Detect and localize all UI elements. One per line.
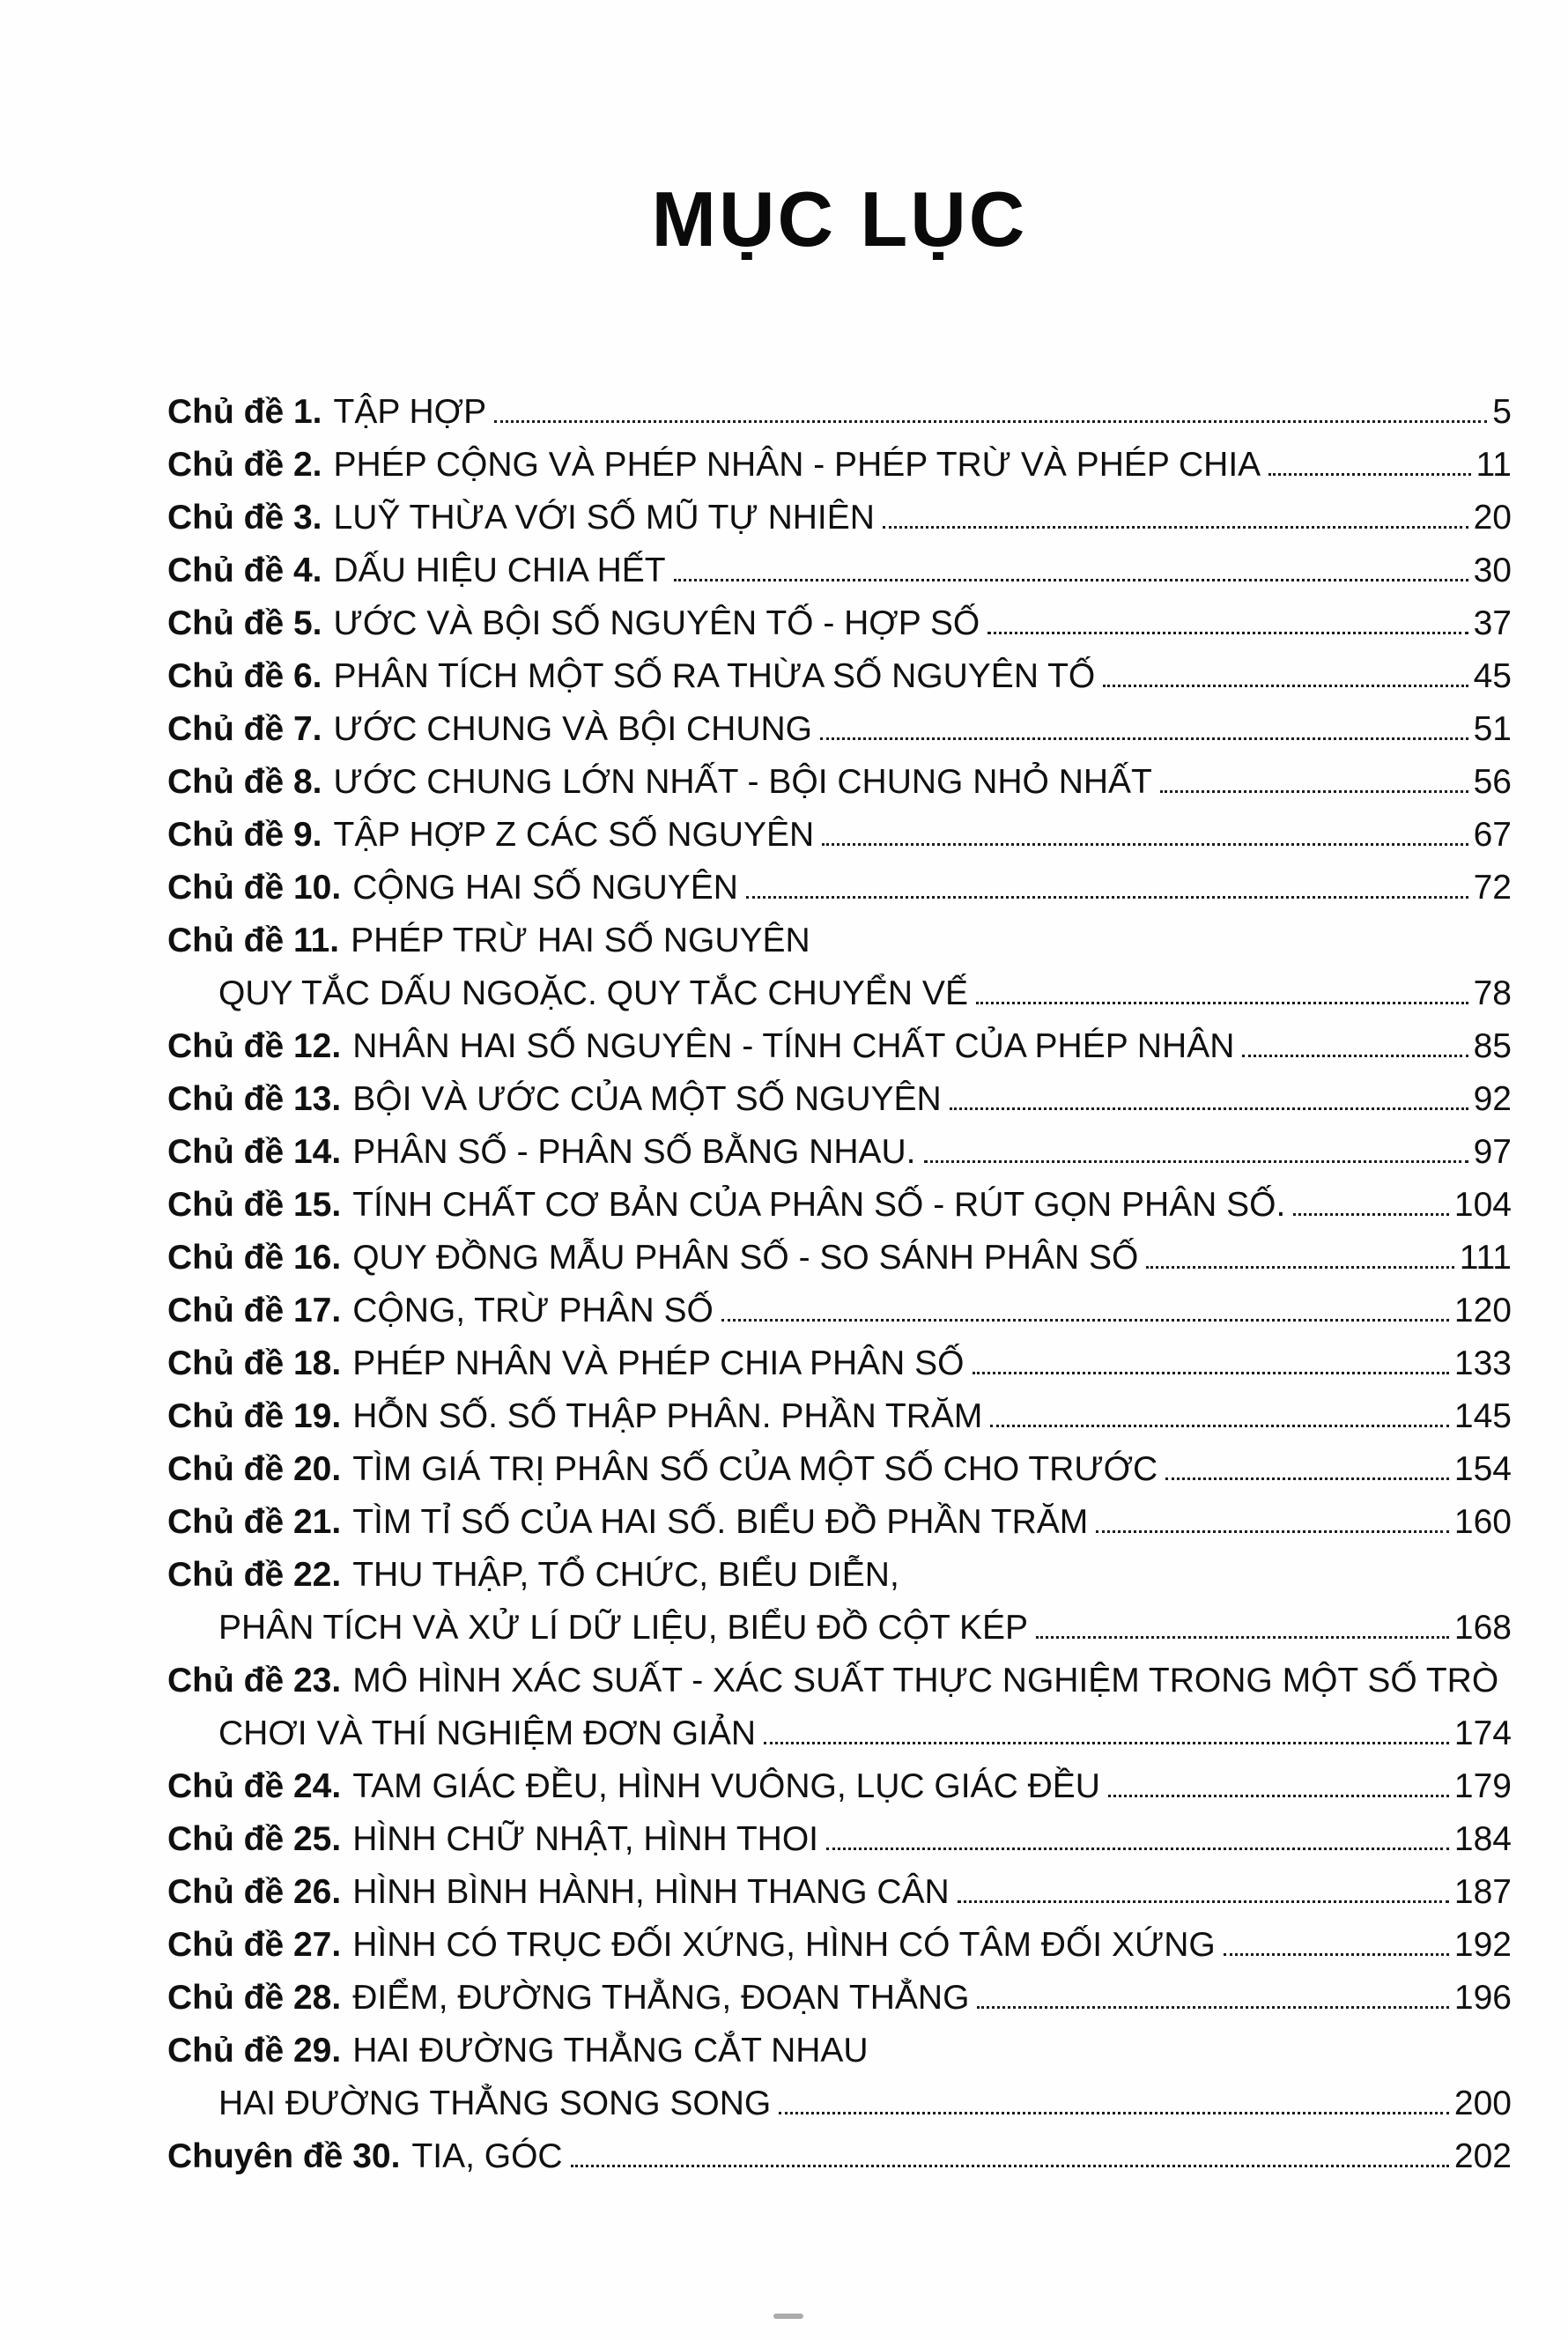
entry-label: Chủ đề 12. xyxy=(167,1027,342,1065)
entry-page: 145 xyxy=(1453,1397,1512,1435)
entry-title: TÌM GIÁ TRỊ PHÂN SỐ CỦA MỘT SỐ CHO TRƯỚC xyxy=(352,1450,1158,1488)
toc-entry xyxy=(167,544,1512,597)
entry-page: 45 xyxy=(1473,657,1512,695)
entry-title: HỖN SỐ. SỐ THẬP PHÂN. PHẦN TRĂM xyxy=(352,1397,983,1435)
dot-leader xyxy=(764,1742,1449,1744)
toc-entry xyxy=(167,1179,1512,1232)
dot-leader xyxy=(1108,1795,1449,1797)
entry-page: 111 xyxy=(1459,1239,1512,1277)
entry-label: Chủ đề 9. xyxy=(167,816,322,854)
entry-page: 5 xyxy=(1492,393,1512,431)
dot-leader xyxy=(883,526,1468,529)
entry-label: Chủ đề 27. xyxy=(167,1926,342,1964)
entry-label: Chuyên đề 30. xyxy=(167,2137,401,2175)
entry-page: 37 xyxy=(1473,604,1512,642)
entry-page: 133 xyxy=(1453,1344,1512,1382)
entry-title: CỘNG HAI SỐ NGUYÊN xyxy=(352,869,738,907)
entry-label: Chủ đề 2. xyxy=(167,446,322,484)
entry-page: 202 xyxy=(1453,2137,1512,2175)
toc-entry xyxy=(167,862,1512,915)
toc-entry xyxy=(167,1285,1512,1337)
entry-label: Chủ đề 14. xyxy=(167,1133,342,1171)
toc-entry-continuation xyxy=(167,2077,1512,2130)
entry-title: MÔ HÌNH XÁC SUẤT - XÁC SUẤT THỰC NGHIỆM TRONG MỘT SỐ TRÒ xyxy=(352,1662,1499,1699)
toc-entry xyxy=(167,492,1512,544)
dot-leader xyxy=(674,579,1468,581)
entry-title: PHÉP NHÂN VÀ PHÉP CHIA PHÂN SỐ xyxy=(352,1344,965,1382)
entry-title-line2: HAI ĐƯỜNG THẲNG SONG SONG xyxy=(218,2085,772,2122)
entry-page: 174 xyxy=(1453,1714,1512,1752)
dot-leader xyxy=(976,1002,1468,1004)
dot-leader xyxy=(987,632,1468,634)
entry-label: Chủ đề 6. xyxy=(167,657,322,695)
entry-label: Chủ đề 11. xyxy=(167,922,340,959)
entry-label: Chủ đề 16. xyxy=(167,1239,342,1277)
toc-entry xyxy=(167,809,1512,862)
entry-title: THU THẬP, TỔ CHỨC, BIỂU DIỄN, xyxy=(352,1556,899,1594)
entry-page: 92 xyxy=(1473,1080,1512,1118)
dot-leader xyxy=(1103,685,1468,687)
entry-page: 160 xyxy=(1453,1503,1512,1541)
entry-title: PHÂN SỐ - PHÂN SỐ BẰNG NHAU. xyxy=(352,1133,916,1171)
entry-page: 168 xyxy=(1453,1609,1512,1647)
scan-artifact xyxy=(773,2314,803,2319)
dot-leader xyxy=(1160,790,1468,793)
toc-entry xyxy=(167,1866,1512,1919)
dot-leader xyxy=(820,737,1468,740)
toc-entry xyxy=(167,703,1512,756)
toc-entry xyxy=(167,1020,1512,1073)
dot-leader xyxy=(1268,473,1470,476)
entry-label: Chủ đề 13. xyxy=(167,1080,342,1118)
entry-title: PHÉP CỘNG VÀ PHÉP NHÂN - PHÉP TRỪ VÀ PHÉP CHIA xyxy=(333,446,1261,484)
dot-leader xyxy=(494,420,1487,423)
entry-label: Chủ đề 4. xyxy=(167,552,322,589)
entry-title: QUY ĐỒNG MẪU PHÂN SỐ - SO SÁNH PHÂN SỐ xyxy=(352,1239,1139,1277)
entry-page: 104 xyxy=(1453,1186,1512,1224)
dot-leader xyxy=(826,1848,1449,1850)
entry-label: Chủ đề 1. xyxy=(167,393,322,431)
page-title: MỤC LỤC xyxy=(651,175,1028,263)
entry-page: 154 xyxy=(1453,1450,1512,1488)
entry-title: TIA, GÓC xyxy=(411,2137,563,2175)
dot-leader xyxy=(990,1425,1449,1427)
entry-title: ƯỚC VÀ BỘI SỐ NGUYÊN TỐ - HỢP SỐ xyxy=(333,604,980,642)
entry-page: 30 xyxy=(1473,552,1512,589)
entry-page: 72 xyxy=(1473,869,1512,907)
entry-page: 187 xyxy=(1453,1873,1512,1911)
entry-title: ĐIỂM, ĐƯỜNG THẲNG, ĐOẠN THẲNG xyxy=(352,1979,970,2017)
entry-label: Chủ đề 5. xyxy=(167,604,322,642)
toc-entry xyxy=(167,2025,1512,2077)
entry-label: Chủ đề 8. xyxy=(167,763,322,801)
toc-entry xyxy=(167,1443,1512,1496)
entry-page: 184 xyxy=(1453,1820,1512,1858)
entry-title: PHÉP TRỪ HAI SỐ NGUYÊN xyxy=(351,922,810,959)
toc-entry xyxy=(167,2130,1512,2183)
toc-entry-continuation xyxy=(167,967,1512,1020)
entry-label: Chủ đề 7. xyxy=(167,710,322,748)
toc-entry-continuation xyxy=(167,1602,1512,1655)
toc-entry xyxy=(167,1549,1512,1602)
entry-title: TÌM TỈ SỐ CỦA HAI SỐ. BIỂU ĐỒ PHẦN TRĂM xyxy=(352,1503,1089,1541)
entry-title: HAI ĐƯỜNG THẲNG CẮT NHAU xyxy=(352,2032,869,2070)
toc-entry xyxy=(167,1232,1512,1285)
entry-title-line2: QUY TẮC DẤU NGOẶC. QUY TẮC CHUYỂN VẾ xyxy=(218,974,968,1012)
entry-title: TAM GIÁC ĐỀU, HÌNH VUÔNG, LỤC GIÁC ĐỀU xyxy=(352,1767,1100,1805)
dot-leader xyxy=(977,2006,1449,2009)
entry-title: HÌNH BÌNH HÀNH, HÌNH THANG CÂN xyxy=(352,1873,950,1911)
toc-entry xyxy=(167,597,1512,650)
entry-page: 120 xyxy=(1453,1292,1512,1329)
toc-entry xyxy=(167,1655,1512,1707)
dot-leader xyxy=(1293,1213,1449,1216)
toc-entry xyxy=(167,1972,1512,2025)
dot-leader xyxy=(822,843,1468,846)
entry-page: 196 xyxy=(1453,1979,1512,2017)
entry-label: Chủ đề 19. xyxy=(167,1397,342,1435)
entry-title: HÌNH CHỮ NHẬT, HÌNH THOI xyxy=(352,1820,818,1858)
entry-label: Chủ đề 17. xyxy=(167,1292,342,1329)
entry-page: 51 xyxy=(1473,710,1512,748)
entry-label: Chủ đề 25. xyxy=(167,1820,342,1858)
entry-label: Chủ đề 21. xyxy=(167,1503,342,1541)
entry-page: 200 xyxy=(1453,2085,1512,2122)
dot-leader xyxy=(973,1372,1449,1374)
dot-leader xyxy=(571,2165,1449,2167)
dot-leader xyxy=(1036,1636,1449,1639)
entry-title: PHÂN TÍCH MỘT SỐ RA THỪA SỐ NGUYÊN TỐ xyxy=(333,657,1096,695)
entry-label: Chủ đề 3. xyxy=(167,499,322,537)
entry-title: ƯỚC CHUNG LỚN NHẤT - BỘI CHUNG NHỎ NHẤT xyxy=(333,763,1152,801)
entry-page: 56 xyxy=(1473,763,1512,801)
entry-title: CỘNG, TRỪ PHÂN SỐ xyxy=(352,1292,714,1329)
toc-entry xyxy=(167,1073,1512,1126)
entry-title-line2: CHƠI VÀ THÍ NGHIỆM ĐƠN GIẢN xyxy=(218,1714,757,1752)
entry-label: Chủ đề 18. xyxy=(167,1344,342,1382)
entry-label: Chủ đề 23. xyxy=(167,1662,342,1699)
entry-page: 85 xyxy=(1473,1027,1512,1065)
entry-label: Chủ đề 15. xyxy=(167,1186,342,1224)
dot-leader xyxy=(1096,1530,1449,1533)
entry-page: 192 xyxy=(1453,1926,1512,1964)
dot-leader xyxy=(1165,1477,1449,1480)
entry-title: HÌNH CÓ TRỤC ĐỐI XỨNG, HÌNH CÓ TÂM ĐỐI XỨNG xyxy=(352,1926,1216,1964)
toc-entry xyxy=(167,1337,1512,1390)
dot-leader xyxy=(958,1900,1449,1903)
toc-entry xyxy=(167,1760,1512,1813)
entry-label: Chủ đề 20. xyxy=(167,1450,342,1488)
toc-entry xyxy=(167,915,1512,967)
entry-page: 20 xyxy=(1473,499,1512,537)
entry-page: 11 xyxy=(1476,446,1512,484)
entry-title: BỘI VÀ ƯỚC CỦA MỘT SỐ NGUYÊN xyxy=(352,1080,942,1118)
toc-entry-continuation xyxy=(167,1707,1512,1760)
entry-label: Chủ đề 29. xyxy=(167,2032,342,2070)
entry-title: NHÂN HAI SỐ NGUYÊN - TÍNH CHẤT CỦA PHÉP NHÂN xyxy=(352,1027,1235,1065)
entry-title: TẬP HỢP Z CÁC SỐ NGUYÊN xyxy=(333,816,815,854)
toc-entry xyxy=(167,1390,1512,1443)
toc-entry xyxy=(167,756,1512,809)
dot-leader xyxy=(746,896,1468,899)
dot-leader xyxy=(1242,1055,1468,1057)
entry-title: TÍNH CHẤT CƠ BẢN CỦA PHÂN SỐ - RÚT GỌN PHÂN SỐ. xyxy=(352,1186,1286,1224)
toc-entry xyxy=(167,386,1512,439)
toc-entry xyxy=(167,1919,1512,1972)
entry-page: 179 xyxy=(1453,1767,1512,1805)
entry-label: Chủ đề 10. xyxy=(167,869,342,907)
entry-page: 97 xyxy=(1473,1133,1512,1171)
dot-leader xyxy=(1224,1953,1449,1956)
entry-page: 78 xyxy=(1473,974,1512,1012)
dot-leader xyxy=(924,1160,1468,1163)
entry-label: Chủ đề 24. xyxy=(167,1767,342,1805)
entry-title: DẤU HIỆU CHIA HẾT xyxy=(333,552,666,589)
entry-label: Chủ đề 28. xyxy=(167,1979,342,2017)
entry-title: TẬP HỢP xyxy=(333,393,487,431)
toc-entry xyxy=(167,650,1512,703)
toc-entry xyxy=(167,1496,1512,1549)
entry-title: LUỸ THỪA VỚI SỐ MŨ TỰ NHIÊN xyxy=(333,499,875,537)
entry-page: 67 xyxy=(1473,816,1512,854)
entry-title-line2: PHÂN TÍCH VÀ XỬ LÍ DỮ LIỆU, BIỂU ĐỒ CỘT KÉP xyxy=(218,1609,1029,1647)
dot-leader xyxy=(950,1107,1468,1110)
entry-label: Chủ đề 22. xyxy=(167,1556,342,1594)
toc-entry xyxy=(167,439,1512,492)
dot-leader xyxy=(779,2112,1449,2114)
toc-entry xyxy=(167,1126,1512,1179)
toc-entry xyxy=(167,1813,1512,1866)
entry-label: Chủ đề 26. xyxy=(167,1873,342,1911)
dot-leader xyxy=(721,1319,1449,1322)
entry-title: ƯỚC CHUNG VÀ BỘI CHUNG xyxy=(333,710,812,748)
dot-leader xyxy=(1146,1266,1453,1269)
